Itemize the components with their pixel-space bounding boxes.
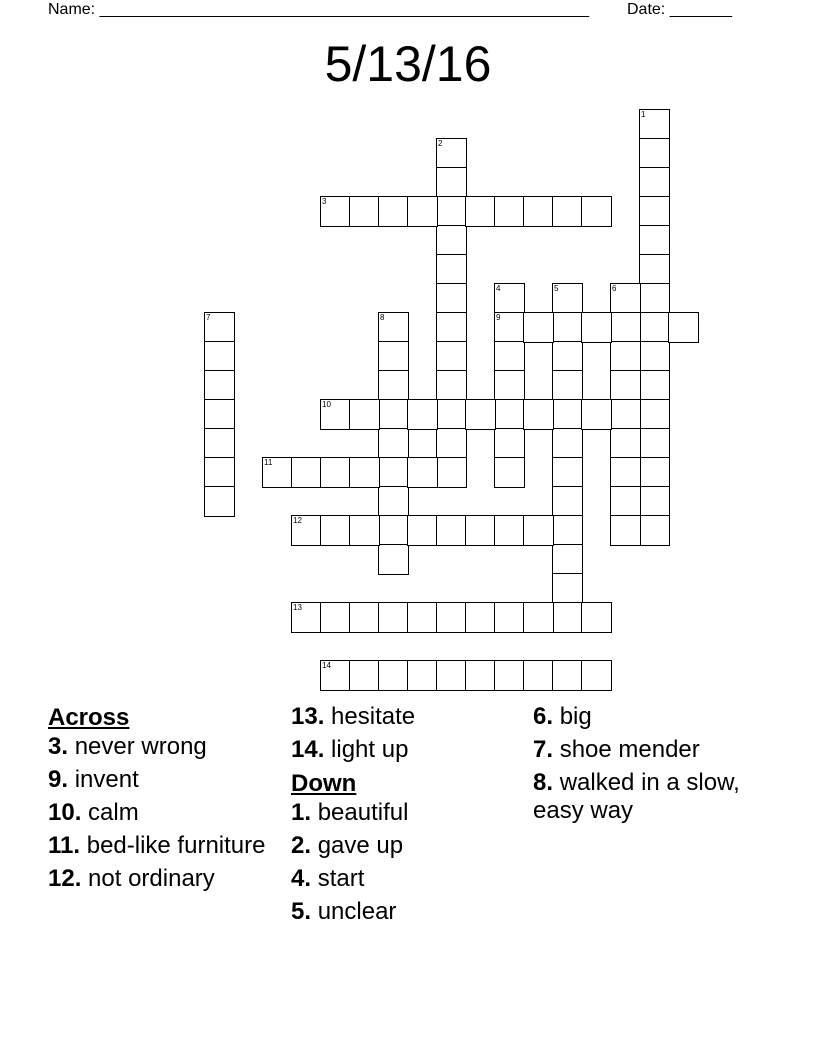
grid-cell[interactable] xyxy=(639,486,670,517)
down-clue: 1. beautiful xyxy=(291,799,409,826)
date-field: Date: _______ xyxy=(627,1,732,18)
grid-cell[interactable] xyxy=(204,457,235,488)
grid-cell[interactable] xyxy=(494,399,525,430)
grid-cell[interactable] xyxy=(465,399,496,430)
grid-cell[interactable] xyxy=(436,457,467,488)
grid-cell[interactable] xyxy=(291,457,322,488)
grid-cell[interactable] xyxy=(436,167,467,198)
grid-cell[interactable] xyxy=(436,399,467,430)
grid-cell[interactable] xyxy=(407,457,438,488)
grid-cell[interactable] xyxy=(552,544,583,575)
clue-number: 9 xyxy=(496,313,501,322)
grid-cell[interactable] xyxy=(610,457,641,488)
grid-cell[interactable] xyxy=(407,196,438,227)
grid-cell[interactable] xyxy=(610,283,641,314)
grid-cell[interactable] xyxy=(349,457,380,488)
grid-cell[interactable] xyxy=(378,515,409,546)
grid-cell[interactable] xyxy=(407,660,438,691)
grid-cell[interactable] xyxy=(378,486,409,517)
clue-number: 12 xyxy=(293,516,302,525)
grid-cell[interactable] xyxy=(639,196,670,227)
grid-cell[interactable] xyxy=(639,457,670,488)
clue-number: 10 xyxy=(322,400,331,409)
grid-cell[interactable] xyxy=(552,341,583,372)
grid-cell[interactable] xyxy=(465,196,496,227)
grid-cell[interactable] xyxy=(407,602,438,633)
grid-cell[interactable] xyxy=(552,660,583,691)
grid-cell[interactable] xyxy=(552,428,583,459)
grid-cell[interactable] xyxy=(436,370,467,401)
grid-cell[interactable] xyxy=(581,196,612,227)
grid-cell[interactable] xyxy=(436,254,467,285)
grid-cell[interactable] xyxy=(436,196,467,227)
grid-cell[interactable] xyxy=(407,399,438,430)
grid-cell[interactable] xyxy=(349,660,380,691)
clue-column-2 xyxy=(291,703,531,931)
clue-number: 13 xyxy=(293,603,302,612)
grid-cell[interactable] xyxy=(610,312,641,343)
grid-cell[interactable] xyxy=(204,399,235,430)
grid-cell[interactable] xyxy=(436,515,467,546)
grid-cell[interactable] xyxy=(610,515,641,546)
grid-cell[interactable] xyxy=(494,370,525,401)
grid-cell[interactable] xyxy=(610,486,641,517)
page-title: 5/13/16 xyxy=(324,36,492,92)
across-clue: 10. calm xyxy=(48,799,139,826)
grid-cell[interactable] xyxy=(494,515,525,546)
grid-cell[interactable] xyxy=(204,370,235,401)
grid-cell[interactable] xyxy=(494,283,525,314)
grid-cell[interactable] xyxy=(407,515,438,546)
grid-cell[interactable] xyxy=(465,660,496,691)
clue-column-1 xyxy=(48,703,288,898)
clue-number: 11 xyxy=(264,458,273,467)
grid-cell[interactable] xyxy=(378,312,409,343)
grid-cell[interactable] xyxy=(610,428,641,459)
grid-cell[interactable] xyxy=(639,399,670,430)
grid-cell[interactable] xyxy=(494,660,525,691)
across-clue: 13. hesitate xyxy=(291,703,416,730)
grid-cell[interactable] xyxy=(494,196,525,227)
clue-number: 1 xyxy=(641,110,646,119)
down-clue: 6. big xyxy=(533,703,592,730)
grid-cell[interactable] xyxy=(378,196,409,227)
grid-cell[interactable] xyxy=(552,486,583,517)
grid-cell[interactable] xyxy=(320,457,351,488)
down-clue: 5. unclear xyxy=(291,898,397,925)
grid-cell[interactable] xyxy=(378,602,409,633)
grid-cell[interactable] xyxy=(204,428,235,459)
across-clue: 9. invent xyxy=(48,766,139,793)
grid-cell[interactable] xyxy=(436,428,467,459)
grid-cell[interactable] xyxy=(552,312,583,343)
grid-cell[interactable] xyxy=(552,370,583,401)
clue-number: 5 xyxy=(554,284,559,293)
grid-cell[interactable] xyxy=(610,399,641,430)
grid-cell[interactable] xyxy=(523,602,554,633)
across-clue: 11. bed-like furniture xyxy=(48,832,266,859)
grid-cell[interactable] xyxy=(204,341,235,372)
grid-cell[interactable] xyxy=(204,486,235,517)
grid-cell[interactable] xyxy=(378,660,409,691)
across-heading: Across xyxy=(48,704,130,731)
grid-cell[interactable] xyxy=(378,428,409,459)
down-clue: 2. gave up xyxy=(291,832,404,859)
grid-cell[interactable] xyxy=(378,341,409,372)
grid-cell[interactable] xyxy=(494,457,525,488)
grid-cell[interactable] xyxy=(494,602,525,633)
clue-number: 2 xyxy=(438,139,443,148)
grid-cell[interactable] xyxy=(552,399,583,430)
grid-cell[interactable] xyxy=(639,225,670,256)
grid-cell[interactable] xyxy=(320,399,351,430)
grid-cell[interactable] xyxy=(436,341,467,372)
clue-number: 3 xyxy=(322,197,327,206)
grid-cell[interactable] xyxy=(581,312,612,343)
grid-cell[interactable] xyxy=(668,312,699,343)
down-clue: 4. start xyxy=(291,865,365,892)
grid-cell[interactable] xyxy=(639,138,670,169)
grid-cell[interactable] xyxy=(523,660,554,691)
grid-cell[interactable] xyxy=(581,399,612,430)
grid-cell[interactable] xyxy=(552,196,583,227)
grid-cell[interactable] xyxy=(523,399,554,430)
grid-cell[interactable] xyxy=(552,283,583,314)
grid-cell[interactable] xyxy=(610,370,641,401)
grid-cell[interactable] xyxy=(494,341,525,372)
grid-cell[interactable] xyxy=(610,341,641,372)
grid-cell[interactable] xyxy=(320,196,351,227)
grid-cell[interactable] xyxy=(639,428,670,459)
grid-cell[interactable] xyxy=(204,312,235,343)
grid-cell[interactable] xyxy=(349,602,380,633)
grid-cell[interactable] xyxy=(436,312,467,343)
grid-cell[interactable] xyxy=(523,312,554,343)
grid-cell[interactable] xyxy=(378,457,409,488)
grid-cell[interactable] xyxy=(436,660,467,691)
grid-cell[interactable] xyxy=(494,428,525,459)
grid-cell[interactable] xyxy=(349,399,380,430)
grid-cell[interactable] xyxy=(639,515,670,546)
grid-cell[interactable] xyxy=(291,515,322,546)
grid-cell[interactable] xyxy=(639,341,670,372)
grid-cell[interactable] xyxy=(378,399,409,430)
grid-cell[interactable] xyxy=(581,660,612,691)
across-clue: 3. never wrong xyxy=(48,733,207,760)
grid-cell[interactable] xyxy=(523,515,554,546)
grid-cell[interactable] xyxy=(494,312,525,343)
grid-cell[interactable] xyxy=(465,515,496,546)
down-clue: 7. shoe mender xyxy=(533,736,700,763)
grid-cell[interactable] xyxy=(581,602,612,633)
grid-cell[interactable] xyxy=(262,457,293,488)
grid-cell[interactable] xyxy=(639,167,670,198)
grid-cell[interactable] xyxy=(436,225,467,256)
grid-cell[interactable] xyxy=(523,196,554,227)
grid-cell[interactable] xyxy=(378,370,409,401)
grid-cell[interactable] xyxy=(349,196,380,227)
grid-cell[interactable] xyxy=(436,283,467,314)
grid-cell[interactable] xyxy=(552,515,583,546)
clue-number: 4 xyxy=(496,284,501,293)
grid-cell[interactable] xyxy=(465,602,496,633)
across-clue: 14. light up xyxy=(291,736,409,763)
grid-cell[interactable] xyxy=(552,573,583,604)
grid-cell[interactable] xyxy=(639,254,670,285)
clue-column-3 xyxy=(533,703,773,830)
grid-cell[interactable] xyxy=(320,660,351,691)
grid-cell[interactable] xyxy=(378,544,409,575)
down-clue: 8. walked in a slow, easy way xyxy=(533,769,740,824)
clue-number: 14 xyxy=(322,661,331,670)
across-clue: 12. not ordinary xyxy=(48,865,215,892)
clue-number: 6 xyxy=(612,284,617,293)
grid-cell[interactable] xyxy=(320,602,351,633)
name-field: Name: _______________________________________________________ xyxy=(48,1,589,18)
clue-number: 8 xyxy=(380,313,385,322)
clue-number: 7 xyxy=(206,313,211,322)
down-heading: Down xyxy=(291,770,357,797)
grid-cell[interactable] xyxy=(291,602,322,633)
grid-cell[interactable] xyxy=(639,283,670,314)
grid-cell[interactable] xyxy=(639,109,670,140)
grid-cell[interactable] xyxy=(639,312,670,343)
grid-cell[interactable] xyxy=(349,515,380,546)
grid-cell[interactable] xyxy=(552,602,583,633)
grid-cell[interactable] xyxy=(320,515,351,546)
grid-cell[interactable] xyxy=(639,370,670,401)
grid-cell[interactable] xyxy=(552,457,583,488)
grid-cell[interactable] xyxy=(436,138,467,169)
grid-cell[interactable] xyxy=(436,602,467,633)
